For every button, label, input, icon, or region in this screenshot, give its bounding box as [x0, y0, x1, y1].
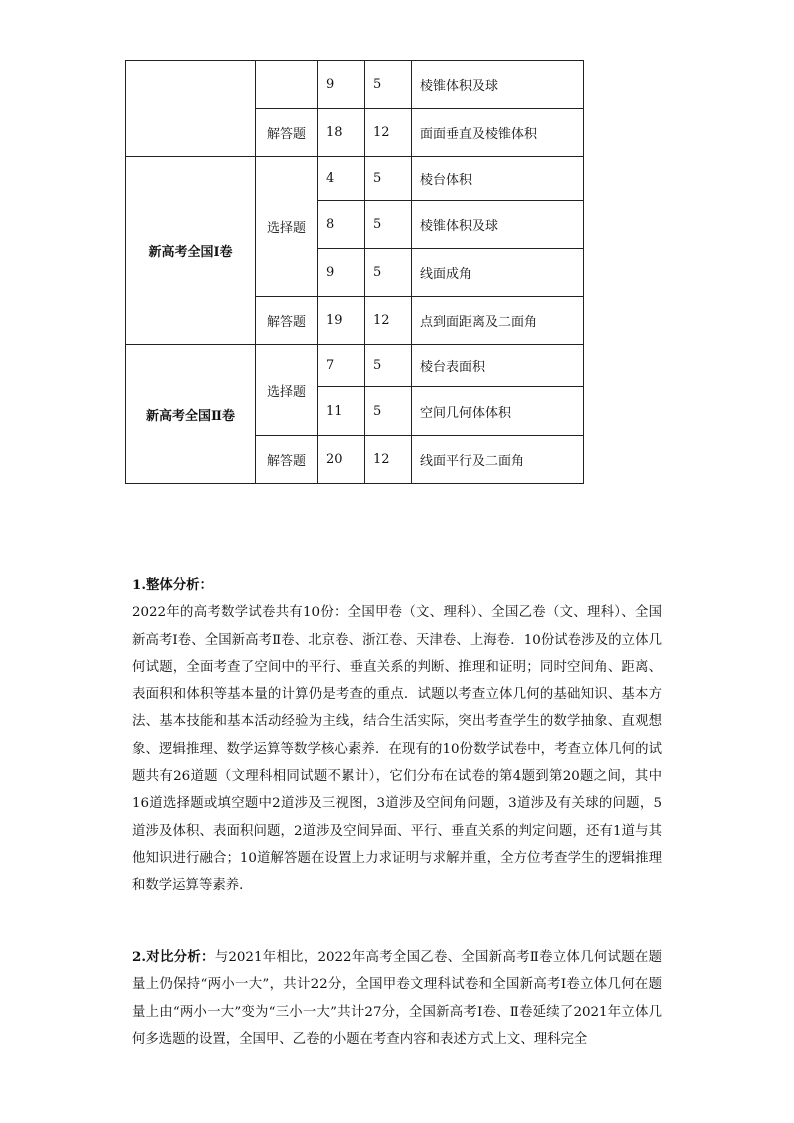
table-row [126, 61, 584, 109]
overall-analysis-body: 2022年的高考数学试卷共有10份：全国甲卷（文、理科）、全国乙卷（文、理科）、全国新高考Ⅰ卷、全国新高考Ⅱ卷、北京卷、浙江卷、天津卷、上海卷．10份试卷涉及的立体几何试题，全面考查了空间中的平行、垂直关系的判断、推理和证明；同时空间角、距离、表面积和体积等基本量的计算仍是考查的重点．试题以考查立体几何的基础知识、基本方法、基本技能和基本活动经验为主线，结合生活实际，突出考查学生的数学抽象、直观想象、逻辑推理、数学运算等数学核心素养．在现有的10份数学试卷中，考查立体几何的试题共有26道题（文理科相同试题不累计），它们分布在试卷的第4题到第20题之间，其中16道选择题或填空题中2道涉及三视图，3道涉及空间角问题，3道涉及有关球的问题，5道涉及体积、表面积问题，2道涉及空间异面、平行、垂直关系的判定问题，还有1道与其他知识进行融合；10道解答题在设置上力求证明与求解并重，全方位考查学生的逻辑推理和数学运算等素养． [132, 605, 662, 894]
score-cell: 12 [365, 297, 412, 345]
topic-cell: 线面平行及二面角 [412, 436, 584, 484]
topic-cell: 棱台表面积 [412, 345, 584, 387]
type-cell: 解答题 [256, 436, 318, 484]
paper-cell [126, 61, 256, 157]
topic-cell: 点到面距离及二面角 [412, 297, 584, 345]
table-row [126, 157, 584, 201]
type-cell: 选择题 [256, 157, 318, 297]
comparison-analysis-section [132, 944, 662, 1053]
score-cell: 5 [365, 249, 412, 297]
score-cell: 12 [365, 109, 412, 157]
overall-analysis-section [132, 572, 662, 900]
overall-analysis-heading: 1.整体分析： [132, 577, 213, 593]
score-cell: 5 [365, 61, 412, 109]
question-number-cell: 9 [318, 249, 365, 297]
paper-cell: 新高考全国Ⅰ卷 [126, 157, 256, 345]
topic-cell: 空间几何体体积 [412, 387, 584, 436]
score-cell: 5 [365, 345, 412, 387]
score-cell: 5 [365, 157, 412, 201]
table-row [126, 345, 584, 387]
question-number-cell: 18 [318, 109, 365, 157]
question-number-cell: 9 [318, 61, 365, 109]
score-cell: 5 [365, 387, 412, 436]
question-number-cell: 4 [318, 157, 365, 201]
topic-cell: 线面成角 [412, 249, 584, 297]
topic-cell: 面面垂直及棱锥体积 [412, 109, 584, 157]
question-number-cell: 19 [318, 297, 365, 345]
type-cell: 解答题 [256, 297, 318, 345]
score-cell: 5 [365, 201, 412, 249]
type-cell: 选择题 [256, 345, 318, 436]
question-number-cell: 8 [318, 201, 365, 249]
type-cell: 解答题 [256, 109, 318, 157]
paper-cell: 新高考全国Ⅱ卷 [126, 345, 256, 484]
comparison-analysis-heading: 2.对比分析： [132, 949, 215, 965]
type-cell [256, 61, 318, 109]
question-number-cell: 20 [318, 436, 365, 484]
question-number-cell: 11 [318, 387, 365, 436]
exam-question-table [125, 60, 584, 484]
question-number-cell: 7 [318, 345, 365, 387]
topic-cell: 棱台体积 [412, 157, 584, 201]
topic-cell: 棱锥体积及球 [412, 201, 584, 249]
comparison-analysis-body: 与2021年相比，2022年高考全国乙卷、全国新高考Ⅱ卷立体几何试题在题量上仍保持“两小一大”，共计22分，全国甲卷文理科试卷和全国新高考Ⅰ卷立体几何在题量上由“两小一大”变为“三小一大”共计27分，全国新高考Ⅰ卷、Ⅱ卷延续了2021年立体几何多选题的设置，全国甲、乙卷的小题在考查内容和表述方式上文、理科完全 [132, 950, 662, 1047]
score-cell: 12 [365, 436, 412, 484]
topic-cell: 棱锥体积及球 [412, 61, 584, 109]
comparison-analysis-paragraph [132, 944, 662, 1053]
